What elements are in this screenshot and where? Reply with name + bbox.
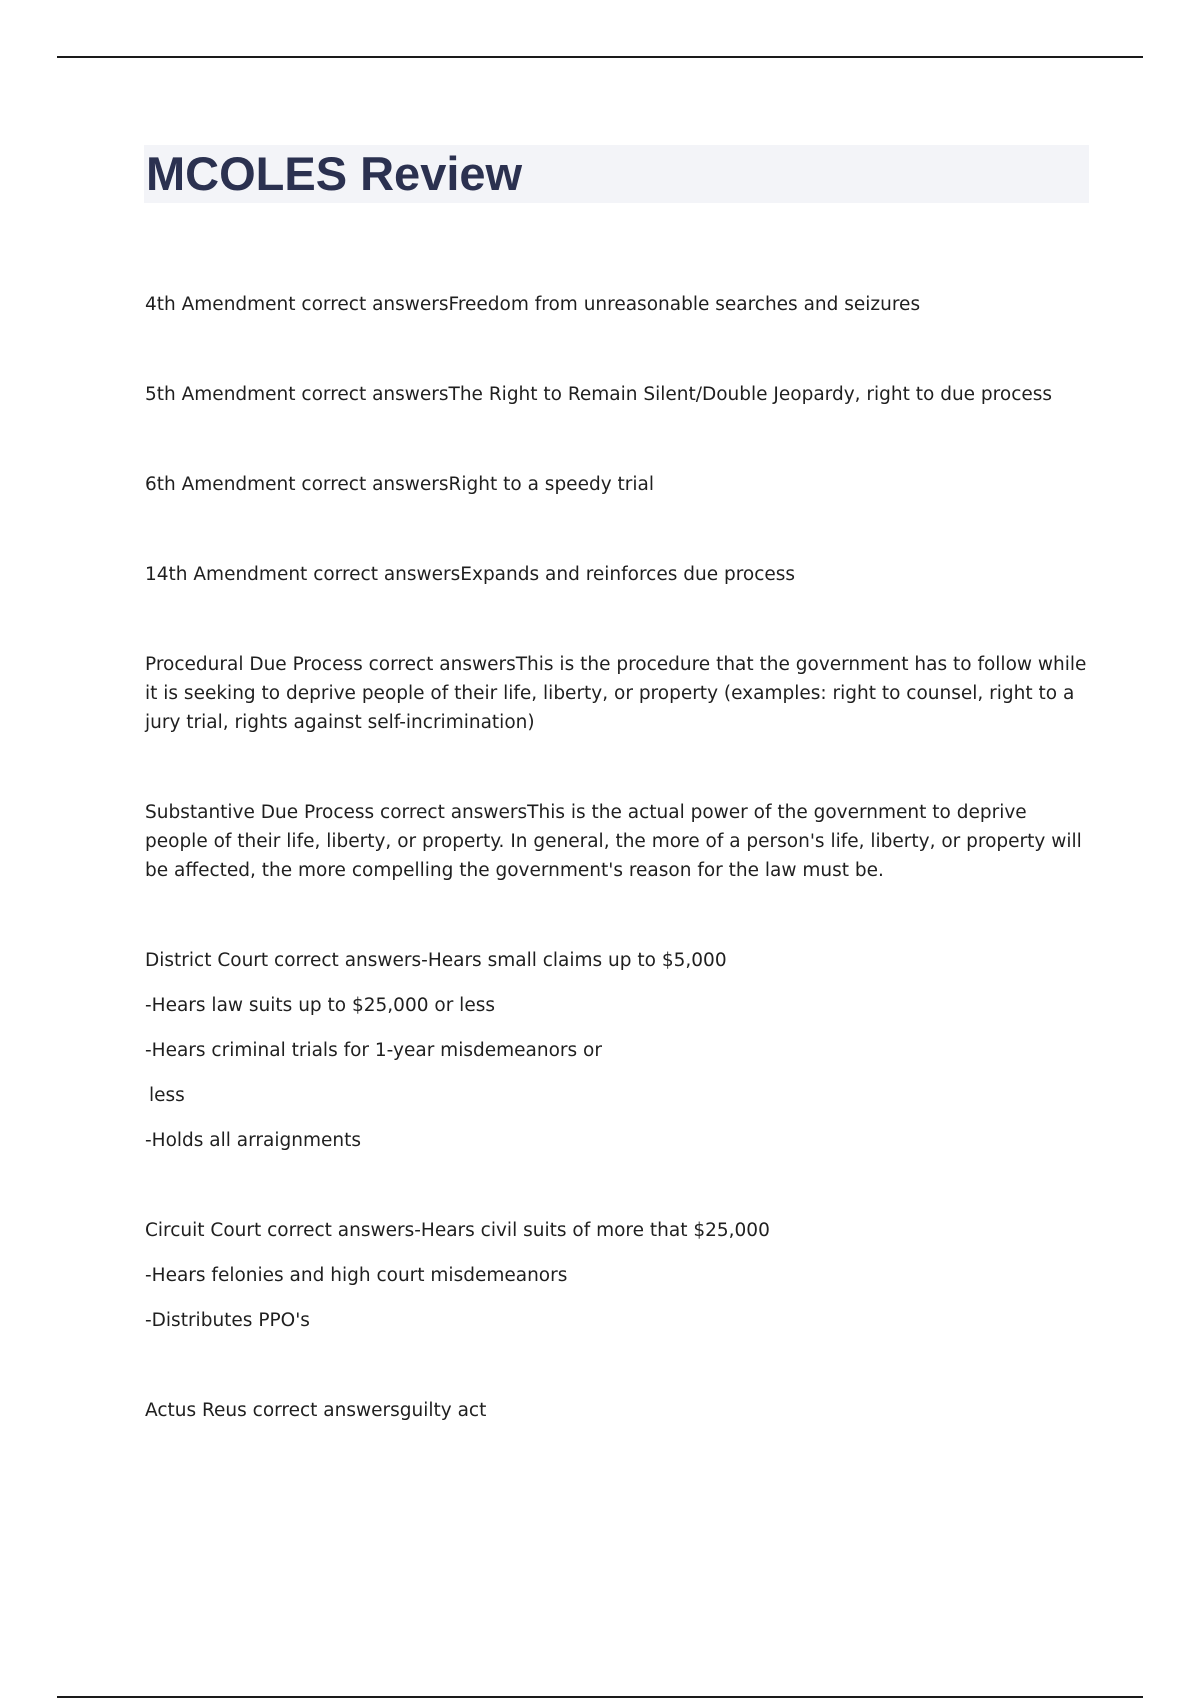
entry-text: District Court correct answers-Hears small claims up to $5,000 bbox=[145, 950, 727, 971]
page-title: MCOLES Review bbox=[146, 147, 523, 200]
entry-text: 14th Amendment correct answersExpands and reinforces due process bbox=[145, 564, 796, 585]
entry-text: Circuit Court correct answers-Hears civil suits of more that $25,000 bbox=[145, 1220, 770, 1241]
entry-text-bullet: -Hears felonies and high court misdemeanors bbox=[145, 1265, 568, 1286]
entry-text-bullet: -Distributes PPO's bbox=[145, 1310, 310, 1331]
entry-text: 5th Amendment correct answersThe Right to Remain Silent/Double Jeopardy, right to due process bbox=[145, 384, 1053, 405]
top-rule bbox=[57, 56, 1143, 58]
entry-text-bullet: -Hears law suits up to $25,000 or less bbox=[145, 995, 495, 1016]
entry-substantive-due-process bbox=[145, 798, 1090, 885]
entry-text-continuation: less bbox=[149, 1085, 185, 1106]
entry-circuit-court bbox=[145, 1216, 1090, 1335]
entry-text: Actus Reus correct answersguilty act bbox=[145, 1400, 487, 1421]
entry-text-bullet: -Hears criminal trials for 1-year misdemeanors or bbox=[145, 1040, 602, 1061]
entry-actus-reus bbox=[145, 1396, 1090, 1425]
entry-text-bullet: -Holds all arraignments bbox=[145, 1130, 361, 1151]
entry-procedural-due-process bbox=[145, 650, 1090, 737]
bottom-rule bbox=[57, 1696, 1143, 1698]
document-body bbox=[145, 290, 1090, 1486]
entry-6th-amendment bbox=[145, 470, 1090, 499]
entry-5th-amendment bbox=[145, 380, 1090, 409]
entry-text: 4th Amendment correct answersFreedom from unreasonable searches and seizures bbox=[145, 294, 921, 315]
entry-text: Substantive Due Process correct answersThis is the actual power of the government to deprive people of their life, liberty, or property. In general, the more of a person's life, liberty, or property will be affected, the more compelling the government's reason for the law must be. bbox=[145, 802, 1082, 881]
entry-14th-amendment bbox=[145, 560, 1090, 589]
entry-district-court bbox=[145, 946, 1090, 1155]
entry-4th-amendment bbox=[145, 290, 1090, 319]
entry-text: 6th Amendment correct answersRight to a speedy trial bbox=[145, 474, 654, 495]
entry-text: Procedural Due Process correct answersThis is the procedure that the government has to follow while it is seeking to deprive people of their life, liberty, or property (examples: right to counsel, right to a jury trial, rights against self-incrimination) bbox=[145, 654, 1087, 733]
